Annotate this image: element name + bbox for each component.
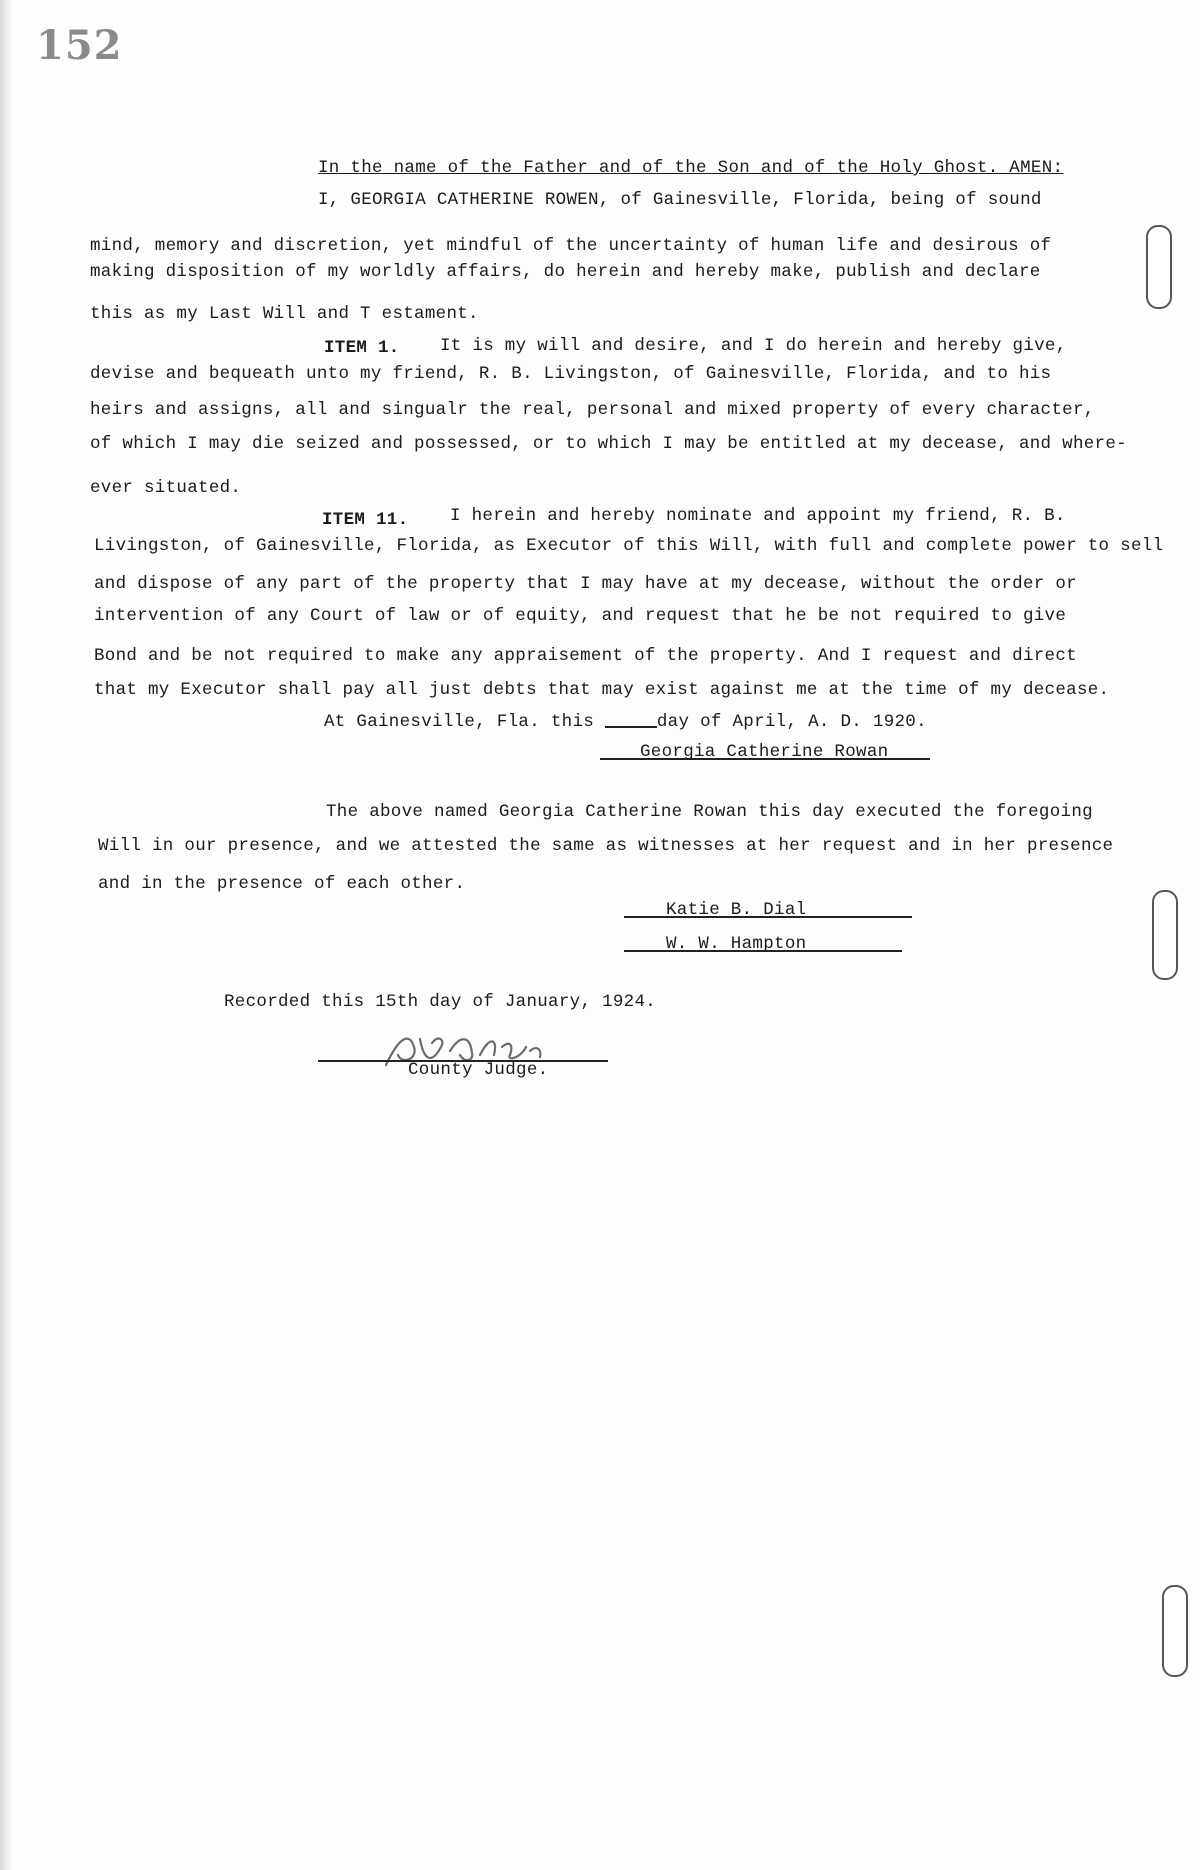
- testator-signature: Georgia Catherine Rowan: [640, 742, 889, 762]
- item-2-label: ITEM 11.: [322, 510, 409, 530]
- attestation-line: The above named Georgia Catherine Rowan this day executed the foregoing: [326, 802, 1093, 822]
- item-1-line: of which I may die seized and possessed, or to which I may be entitled at my decease, and where-: [90, 434, 1127, 454]
- item-1-line: ever situated.: [90, 478, 242, 498]
- item-1-line: heirs and assigns, all and singualr the real, personal and mixed property of every character,: [90, 400, 1095, 420]
- page-edge-shadow: [0, 0, 12, 1870]
- recorded-line: Recorded this 15th day of January, 1924.: [224, 992, 657, 1012]
- date-blank: [605, 726, 657, 728]
- preamble-line: this as my Last Will and T estament.: [90, 304, 479, 324]
- item-2-line: Livingston, of Gainesville, Florida, as Executor of this Will, with full and complete power to sell: [94, 536, 1164, 556]
- date-prefix: At Gainesville, Fla. this: [324, 712, 605, 732]
- binder-ring: [1152, 890, 1178, 980]
- attestation-line: and in the presence of each other.: [98, 874, 466, 894]
- item-1-label: ITEM 1.: [324, 338, 400, 358]
- preamble-line: I, GEORGIA CATHERINE ROWEN, of Gainesville, Florida, being of sound: [318, 190, 1042, 210]
- binder-ring: [1146, 225, 1172, 309]
- binder-ring: [1162, 1585, 1188, 1677]
- item-2-line: that my Executor shall pay all just debts that may exist against me at the time of my decease.: [94, 680, 1110, 700]
- item-2-line: I herein and hereby nominate and appoint my friend, R. B.: [450, 506, 1066, 526]
- item-1-line: devise and bequeath unto my friend, R. B. Livingston, of Gainesville, Florida, and to his: [90, 364, 1052, 384]
- witness-signature: W. W. Hampton: [666, 934, 807, 954]
- preamble-line: mind, memory and discretion, yet mindful of the uncertainty of human life and desirous of: [90, 236, 1052, 256]
- will-heading: In the name of the Father and of the Son and of the Holy Ghost. AMEN:: [318, 158, 1064, 178]
- judge-title: County Judge.: [408, 1060, 549, 1080]
- item-2-line: Bond and be not required to make any appraisement of the property. And I request and direct: [94, 646, 1077, 666]
- item-2-line: intervention of any Court of law or of equity, and request that he be not required to give: [94, 606, 1067, 626]
- page-number: 152: [36, 22, 123, 69]
- witness-signature: Katie B. Dial: [666, 900, 807, 920]
- item-2-line: and dispose of any part of the property that I may have at my decease, without the order or: [94, 574, 1077, 594]
- preamble-line: making disposition of my worldly affairs, do herein and hereby make, publish and declare: [90, 262, 1041, 282]
- attestation-line: Will in our presence, and we attested the same as witnesses at her request and in her presence: [98, 836, 1114, 856]
- item-1-line: It is my will and desire, and I do herein and hereby give,: [440, 336, 1067, 356]
- date-line: [324, 712, 927, 732]
- date-suffix: day of April, A. D. 1920.: [656, 712, 927, 732]
